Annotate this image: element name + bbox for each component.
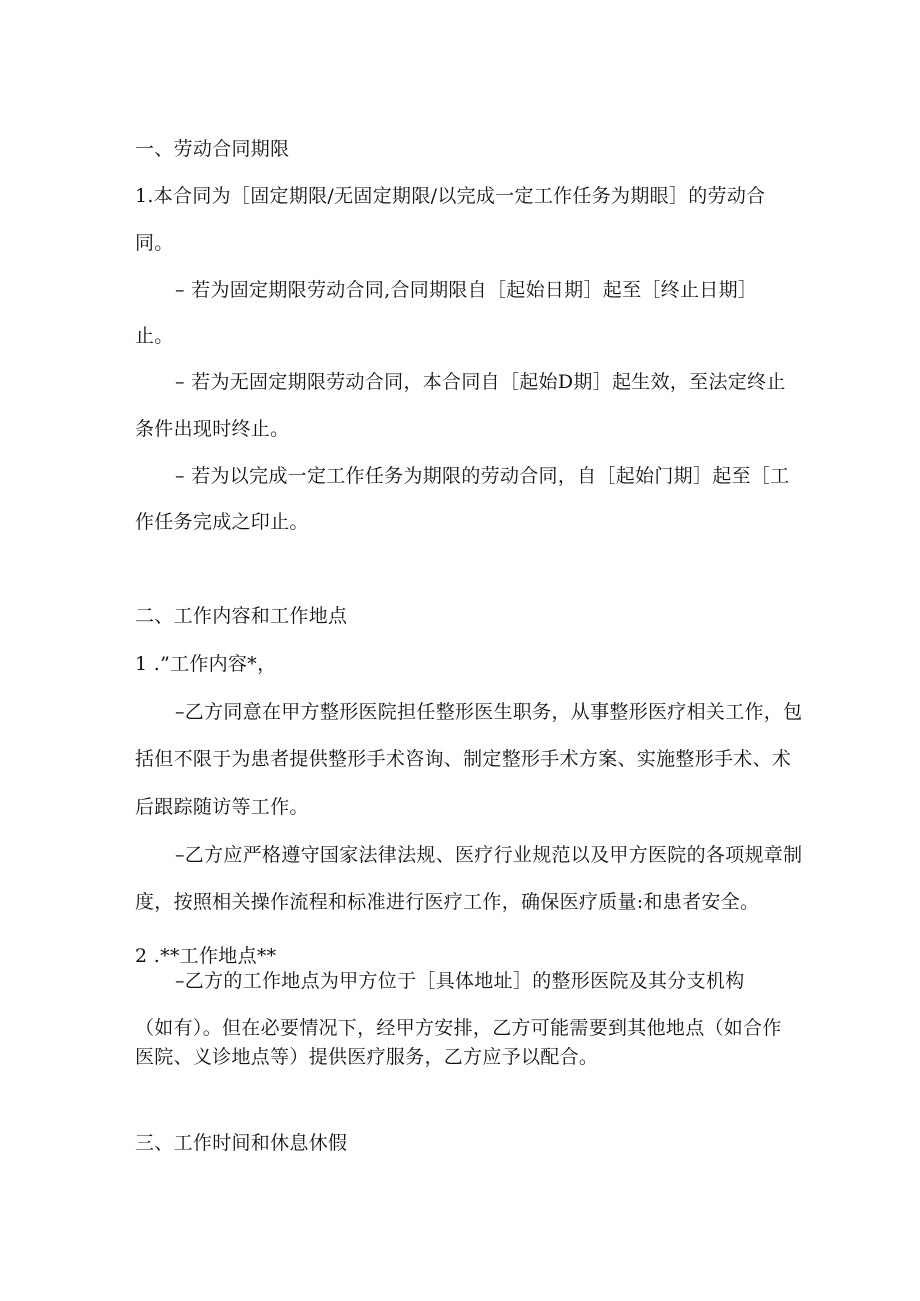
section1-bullet1-line2: 止。 [135,325,174,347]
section2-item1-title: 1 .”工作内容*， [135,653,277,675]
section2-heading: 二、工作内容和工作地点 [135,605,348,627]
section2-para3-line2: （如有）。但在必要情况下，经甲方安排，乙方可能需要到其他地点（如合作 [135,1017,782,1039]
section2-para2-line2: 度，按照相关操作流程和标准进行医疗工作，确保医疗质量:和患者安全。 [135,891,760,913]
section2-para1-line1: –乙方同意在甲方整形医院担任整形医生职务，从事整形医疗相关工作，包 [175,701,803,723]
section1-bullet3-line1: – 若为以完成一定工作任务为期限的劳动合同，自［起始门期］起至［工 [175,465,790,487]
section1-bullet2-line2: 条件出现时终止。 [135,418,290,440]
section1-heading: 一、劳动合同期限 [135,138,290,160]
section1-item1-line1: 1.本合同为［固定期限/无固定期限/以完成一定工作任务为期眼］的劳动合 [135,185,766,207]
section2-para2-line1: –乙方应严格遵守国家法律法规、医疗行业规范以及甲方医院的各项规章制 [175,844,803,866]
section3-heading: 三、工作时间和休息休假 [135,1132,348,1154]
section1-bullet3-line2: 作任务完成之印止。 [135,511,309,533]
section1-item1-line2: 同。 [135,232,174,254]
section1-bullet1-line1: – 若为固定期限劳动合同,合同期限自［起始日期］起至［终止日期］ [175,279,758,301]
section2-para1-line2: 括但不限于为患者提供整形手术咨询、制定整形手术方案、实施整形手术、术 [135,748,792,770]
section1-bullet2-line1: – 若为无固定期限劳动合同，本合同自［起始D期］起生效，至法定终止 [175,371,786,393]
section2-item2-title: 2 .**工作地点** [135,945,277,967]
section2-para1-line3: 后跟踪随访等工作。 [135,796,309,818]
section2-para3-line1: –乙方的工作地点为甲方位于［具体地址］的整形医院及其分支机构 [175,970,745,992]
section2-para3-line3: 医院、义诊地点等）提供医疗服务，乙方应予以配合。 [135,1046,599,1068]
